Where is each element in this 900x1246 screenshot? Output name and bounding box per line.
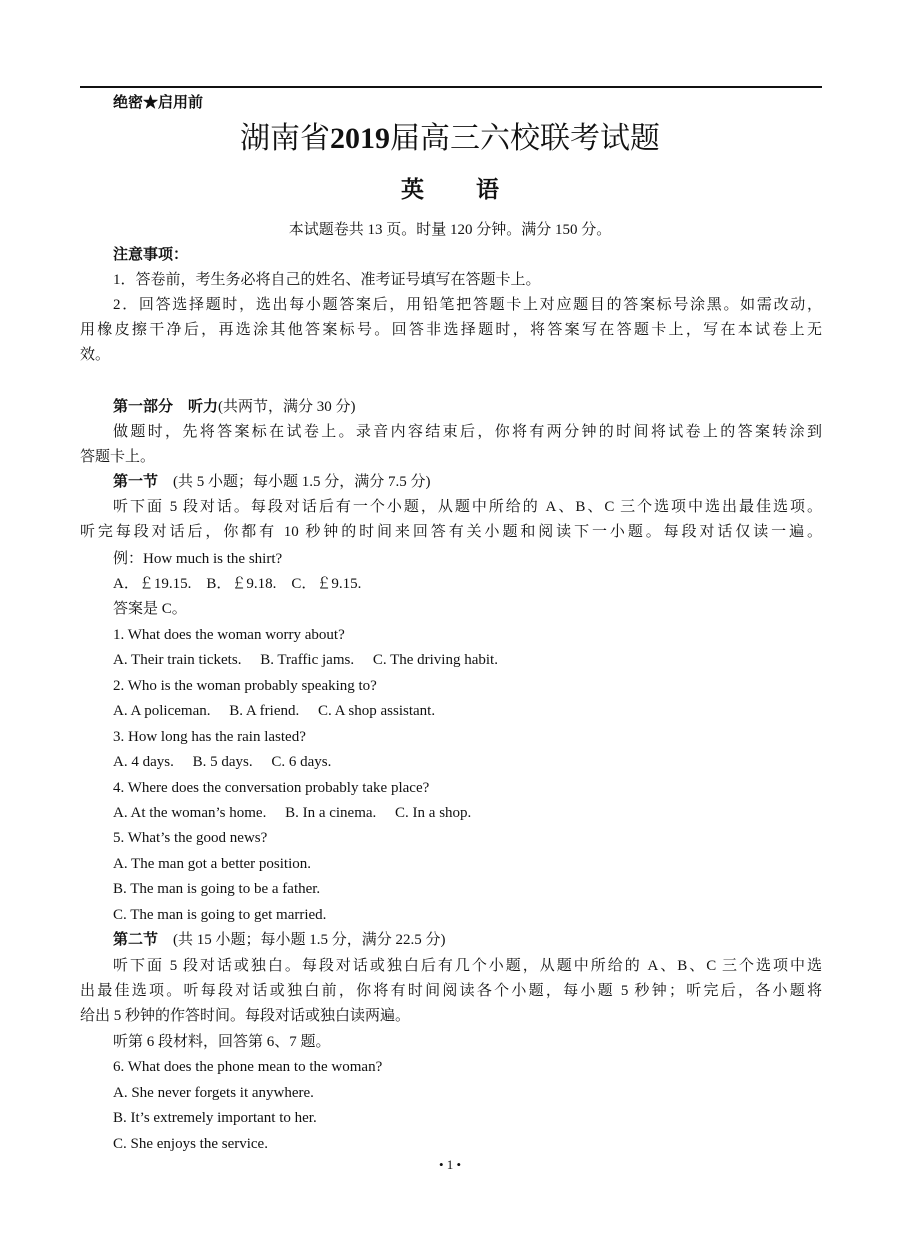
section2-instr-line-1: 听下面 5 段对话或独白。每段对话或独白后有几个小题，从题中所给的 A、B、C 三个选项中选	[113, 958, 822, 974]
subject-char-2: 语	[476, 177, 499, 202]
example-answer: 答案是 C。	[113, 601, 187, 617]
part1-instr-line-2: 答题卡上。	[80, 449, 156, 465]
part1-instr-line-1: 做题时，先将答案标在试卷上。录音内容结束后，你将有两分钟的时间将试卷上的答案转涂到	[113, 424, 822, 440]
part1-heading-label: 第一部分 听力	[113, 399, 219, 415]
notes-item-2-line-2: 用橡皮擦干净后，再选涂其他答案标号。回答非选择题时，将答案写在答题卡上，写在本试卷上无	[80, 322, 822, 338]
question-1-options: A. Their train tickets. B. Traffic jams. C. The driving habit.	[113, 652, 498, 668]
section2-instr-line-2: 出最佳选项。听每段对话或独白前，你将有时间阅读各个小题，每小题 5 秒钟；听完后，各小题将	[80, 983, 822, 999]
example-options: A．￡19.15. B．￡9.18. C．￡9.15.	[113, 576, 362, 592]
question-6-option-a: A. She never forgets it anywhere.	[113, 1085, 314, 1101]
section1-instr-line-2: 听完每段对话后，你都有 10 秒钟的时间来回答有关小题和阅读下一小题。每段对话仅读一遍。	[80, 524, 822, 540]
section2-heading	[113, 928, 822, 953]
material-6-note: 听第 6 段材料，回答第 6、7 题。	[113, 1034, 331, 1050]
section2-instr-line-3: 给出 5 秒钟的作答时间。每段对话或独白读两遍。	[80, 1008, 411, 1024]
question-5: 5. What’s the good news?	[113, 830, 268, 846]
question-6: 6. What does the phone mean to the woman?	[113, 1059, 383, 1075]
question-3-options: A. 4 days. B. 5 days. C. 6 days.	[113, 754, 332, 770]
subject-char-1: 英	[401, 177, 424, 202]
question-2-options: A. A policeman. B. A friend. C. A shop assistant.	[113, 703, 436, 719]
question-5-option-b: B. The man is going to be a father.	[113, 881, 321, 897]
page-number: • 1 •	[438, 1157, 462, 1172]
question-2: 2. Who is the woman probably speaking to?	[113, 678, 377, 694]
section2-heading-score: (共 15 小题；每小题 1.5 分，满分 22.5 分)	[158, 932, 446, 948]
section2-heading-label: 第二节	[113, 932, 159, 948]
question-4-options: A. At the woman’s home. B. In a cinema. C. In a shop.	[113, 805, 472, 821]
top-rule	[80, 86, 822, 88]
part1-heading-score: (共两节，满分 30 分)	[218, 399, 356, 415]
notes-heading: 注意事项：	[113, 247, 189, 263]
question-5-option-a: A. The man got a better position.	[113, 856, 312, 872]
question-1: 1. What does the woman worry about?	[113, 627, 345, 643]
section1-heading-score: (共 5 小题；每小题 1.5 分，满分 7.5 分)	[158, 474, 431, 490]
question-4: 4. Where does the conversation probably take place?	[113, 780, 430, 796]
question-6-option-c: C. She enjoys the service.	[113, 1136, 268, 1152]
notes-item-2-line-1: 2．回答选择题时，选出每小题答案后，用铅笔把答题卡上对应题目的答案标号涂黑。如需改动，	[113, 297, 822, 313]
exam-info: 本试题卷共 13 页。时量 120 分钟。满分 150 分。	[288, 222, 612, 238]
notes-item-2-line-3: 效。	[80, 347, 111, 363]
title-year: 2019	[330, 122, 390, 155]
question-3: 3. How long has the rain lasted?	[113, 729, 306, 745]
title-pre: 湖南省	[240, 122, 330, 155]
title-post: 届高三六校联考试题	[390, 122, 660, 155]
confidential-label: 绝密★启用前	[113, 95, 204, 111]
part1-heading	[113, 395, 822, 420]
section1-heading	[113, 470, 822, 495]
subject-title	[0, 173, 900, 207]
section1-heading-label: 第一节	[113, 474, 159, 490]
notes-item-1: 1．答卷前，考生务必将自己的姓名、准考证号填写在答题卡上。	[113, 272, 541, 288]
question-5-option-c: C. The man is going to get married.	[113, 907, 327, 923]
section1-instr-line-1: 听下面 5 段对话。每段对话后有一个小题，从题中所给的 A、B、C 三个选项中选出最佳选项。	[113, 499, 822, 515]
exam-title	[0, 118, 900, 160]
question-6-option-b: B. It’s extremely important to her.	[113, 1110, 317, 1126]
example-question: 例：How much is the shirt?	[113, 551, 283, 567]
